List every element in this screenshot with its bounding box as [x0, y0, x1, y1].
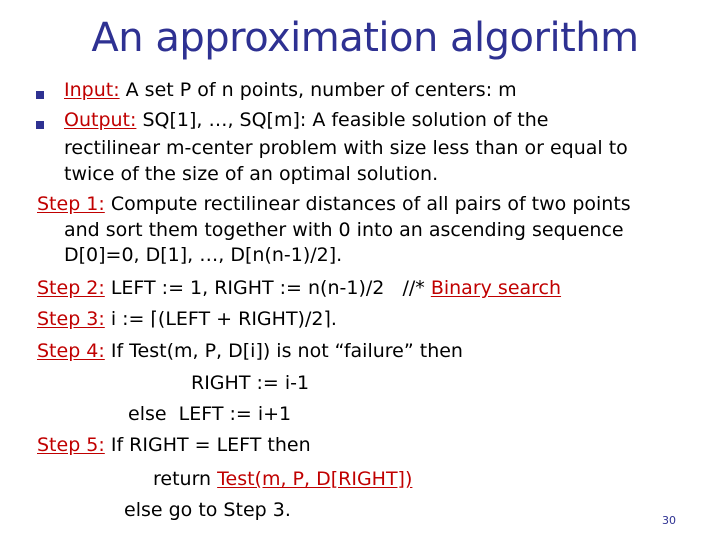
step1-cont-2: D[0]=0, D[1], …, D[n(n-1)/2]. [64, 244, 343, 266]
step1-label: Step 1: [37, 193, 105, 215]
step2-text: LEFT := 1, RIGHT := n(n-1)/2 //* [104, 277, 431, 299]
bullet-square-icon [36, 121, 44, 129]
output-label: Output: [64, 109, 137, 131]
step3-label: Step 3: [37, 308, 105, 330]
input-line [64, 78, 517, 103]
step2-label: Step 2: [37, 277, 105, 299]
input-text: A set P of n points, number of centers: m [119, 79, 517, 101]
input-label: Input: [64, 79, 120, 101]
step4-label: Step 4: [37, 340, 105, 362]
step3-line [37, 307, 337, 332]
binary-search-link[interactable]: Binary search [430, 277, 562, 299]
step4-then-line: RIGHT := i-1 [191, 372, 310, 394]
return-keyword: return [153, 468, 218, 490]
step5-text: If RIGHT = LEFT then [104, 434, 311, 456]
step5-else-line: else go to Step 3. [124, 499, 291, 521]
page-number: 30 [662, 514, 676, 527]
step5-line [37, 433, 311, 458]
step3-text: i := ⌈(LEFT + RIGHT)/2⌉. [104, 308, 337, 330]
test-call-link[interactable]: Test(m, P, D[RIGHT]) [217, 468, 413, 490]
bullet-square-icon [36, 91, 44, 99]
step4-line [37, 339, 463, 364]
output-text: SQ[1], …, SQ[m]: A feasible solution of the [136, 109, 549, 131]
step2-line [37, 276, 561, 301]
step4-text: If Test(m, P, D[i]) is not “failure” then [104, 340, 463, 362]
step1-line [37, 192, 631, 217]
step4-else-line: else LEFT := i+1 [128, 403, 292, 425]
step1-cont-1: and sort them together with 0 into an ascending sequence [64, 219, 624, 241]
output-cont-1: rectilinear m-center problem with size less than or equal to [64, 137, 628, 159]
step1-text: Compute rectilinear distances of all pairs of two points [104, 193, 631, 215]
output-cont-2: twice of the size of an optimal solution. [64, 163, 439, 185]
step5-return-line [153, 467, 412, 492]
output-line [64, 108, 548, 133]
slide-title: An approximation algorithm [91, 15, 639, 61]
step5-label: Step 5: [37, 434, 105, 456]
